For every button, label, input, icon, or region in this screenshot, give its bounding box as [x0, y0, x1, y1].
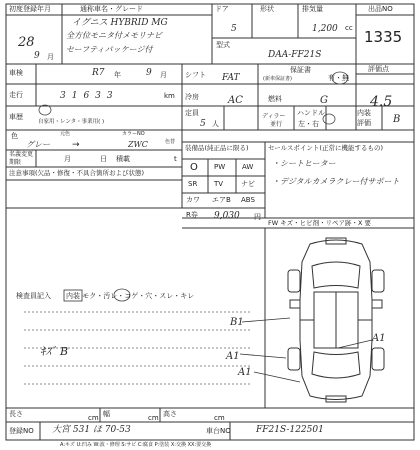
ac-value: AC: [228, 95, 243, 106]
inspector-handwritten: ｷｽﾞ B: [40, 345, 69, 358]
equipment-pw: PW: [214, 163, 226, 171]
displacement-unit: cc: [345, 24, 353, 32]
score-label: 評価点: [368, 65, 389, 73]
owner-change-day: 日: [100, 155, 107, 163]
owner-change-label: 名義変更: [9, 151, 34, 158]
exhibit-no-label: 出品NO: [368, 5, 393, 13]
fuel-value: G: [320, 95, 328, 106]
equipment-abs: ABS: [241, 196, 255, 204]
inspector-label: 検査員記入: [16, 292, 51, 300]
name-grade-label: 通称車名・グレード: [80, 5, 143, 13]
inspection-year-unit: 年: [114, 71, 121, 79]
loading-label: 積載: [116, 155, 130, 163]
height-unit: cm: [214, 414, 225, 422]
inspection-year: R7: [92, 68, 105, 78]
equipment-aw: AW: [242, 163, 254, 171]
inspector-tags: 内装 モク・汚レ・コゲ・穴・スレ・キレ: [66, 292, 195, 300]
ac-label: 冷房: [185, 93, 199, 101]
reg-no-value: 大宮 531 ほ 70-53: [52, 425, 131, 435]
first-reg-month: 9: [34, 51, 40, 61]
color-value: グレー: [26, 140, 50, 149]
mileage-value: 31633: [60, 91, 119, 101]
original-color-label: 元色: [60, 131, 71, 137]
width-unit: cm: [148, 414, 159, 422]
handle-label: ハンドル: [297, 109, 325, 117]
color-arrow: →: [72, 140, 80, 150]
sales-point-1: ・シートヒーター: [272, 159, 336, 168]
equipment-airbag: エアB: [212, 196, 231, 204]
displacement-value: 1,200: [312, 24, 338, 34]
owner-change-deadline: 期限: [9, 159, 22, 166]
equipment-ok: O: [190, 162, 198, 173]
inspection-month-unit: 月: [160, 71, 167, 79]
displacement-label: 排気量: [302, 5, 323, 13]
sales-points-label: セールスポイント(正常に機能するもの): [268, 144, 383, 152]
owner-change-month: 月: [64, 155, 71, 163]
model-line-2: 全方位モニタ付メモリナビ: [66, 31, 162, 40]
warranty-sub: (新車保証書): [263, 76, 292, 82]
equipment-leather: カワ: [186, 196, 200, 204]
history-values: 自家用・レンタ・事業用( ): [38, 119, 105, 125]
interior-sub: 評価: [357, 119, 371, 127]
color-no-value: ZWC: [128, 140, 148, 149]
first-reg-label: 初度登録年月: [9, 5, 51, 13]
door-label: ドア: [215, 5, 229, 13]
color-label: 色: [11, 132, 18, 140]
color-change-label: 色替: [165, 139, 176, 145]
equipment-navi: ナビ: [241, 180, 255, 188]
fuel-label: 燃料: [268, 95, 282, 103]
model-type-value: DAA-FF21S: [268, 50, 322, 60]
dealer-label: ディラー: [262, 113, 286, 120]
warranty-label: 保証書: [290, 66, 311, 74]
exhibit-no: 1335: [364, 28, 403, 46]
length-label: 長さ: [9, 410, 23, 418]
fw-line: FW キズ・ヒビ剤・リペア跡・X 要: [268, 219, 371, 227]
recycle-label: R券: [186, 211, 198, 219]
interior-label: 内装: [357, 109, 371, 117]
vin-label: 車台NO: [206, 427, 231, 435]
handle-value: 左・右: [298, 120, 319, 128]
first-reg-year: 28: [18, 35, 35, 50]
inspection-month: 9: [146, 68, 152, 78]
history-label: 車歴: [9, 113, 23, 121]
interior-value: B: [393, 114, 401, 125]
capacity-value: 5: [200, 119, 206, 129]
score-value: 4.5: [370, 94, 393, 110]
equipment-sr: SR: [188, 180, 198, 188]
damage-mark-b1: B1: [230, 317, 244, 328]
first-reg-month-unit: 月: [47, 53, 54, 61]
sales-point-2: ・デジタルカメラクレー付サポート: [272, 177, 400, 186]
recycle-value: 9,030: [214, 211, 240, 221]
height-label: 高さ: [163, 410, 177, 418]
mileage-unit: km: [164, 92, 175, 100]
length-unit: cm: [88, 414, 99, 422]
notes-label: 注意事項(欠品・修復・不具合箇所および状態): [9, 169, 145, 177]
width-label: 幅: [103, 410, 110, 418]
damage-mark-a1-lower: A1: [238, 367, 252, 378]
warranty-value: 有・無: [328, 74, 349, 82]
shift-label: シフト: [185, 71, 206, 79]
shape-label: 形状: [260, 5, 274, 13]
dealer-value: 並行: [270, 121, 283, 128]
door-value: 5: [231, 24, 237, 34]
mileage-label: 走行: [9, 91, 23, 99]
capacity-unit: 人: [212, 120, 219, 128]
equipment-header: 装備品(純正品に限る): [185, 144, 249, 152]
model-type-label: 型式: [216, 41, 230, 49]
reg-no-label: 登録NO: [9, 427, 34, 435]
equipment-tv: TV: [214, 180, 224, 188]
capacity-label: 定員: [185, 109, 199, 117]
color-no-label: カラーNO: [122, 131, 145, 137]
damage-mark-a1-right: A1: [372, 333, 386, 344]
recycle-unit: 円: [254, 213, 261, 221]
model-line-1: イグニス HYBRID MG: [72, 18, 168, 28]
vin-value: FF21S-122501: [256, 425, 324, 435]
inspection-label: 車検: [9, 69, 23, 77]
damage-mark-a1-left: A1: [226, 351, 240, 362]
loading-unit: t: [174, 155, 177, 163]
legend-line: A:キズ U:凹み W:波・修理 S:サビ C:腐食 P:塗装 X:交換 XX:要交換: [60, 442, 212, 448]
shift-value: FAT: [222, 73, 240, 83]
model-line-3: セーフティパッケージ付: [66, 45, 153, 54]
